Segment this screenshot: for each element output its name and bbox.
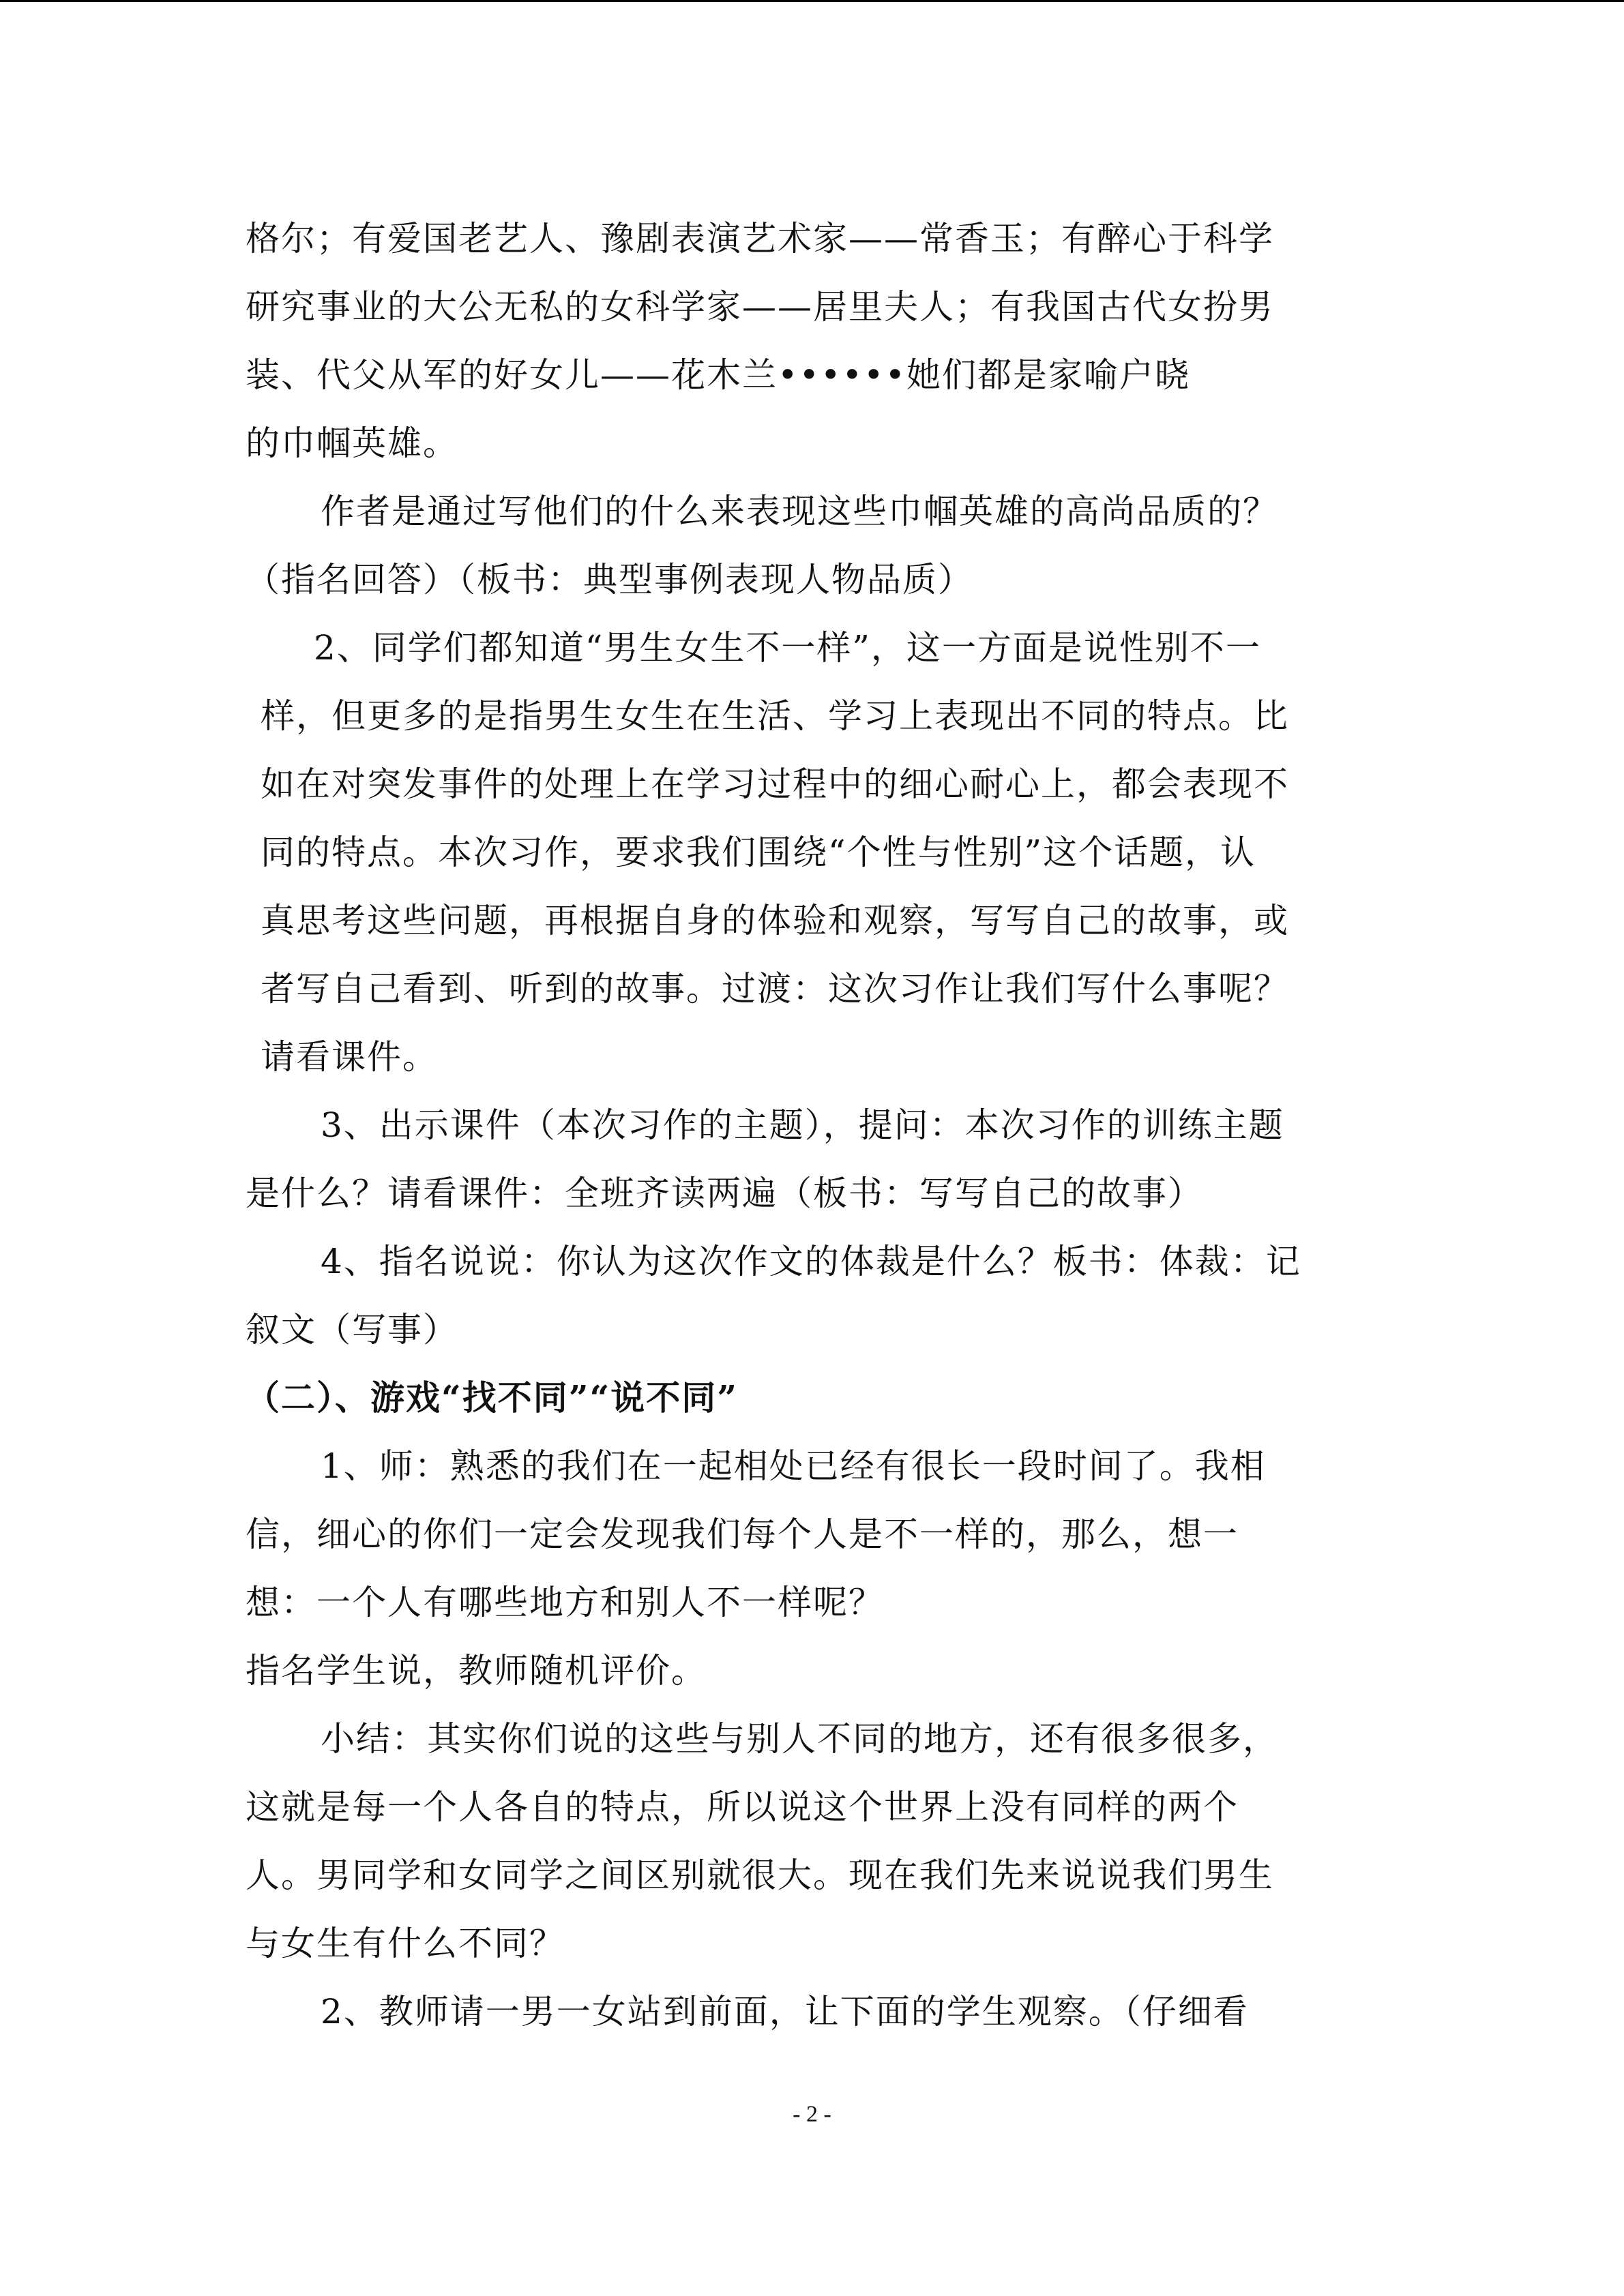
text-line: 请看课件。 (261, 1037, 438, 1077)
text-line: 4、指名说说：你认为这次作文的体裁是什么？板书：体裁：记 (321, 1242, 1301, 1281)
text-line: 3、出示课件（本次习作的主题），提问：本次习作的训练主题 (321, 1105, 1284, 1145)
text-line: 想：一个人有哪些地方和别人不一样呢？ (246, 1583, 884, 1622)
text-line: 指名学生说，教师随机评价。 (246, 1651, 707, 1690)
text-line: 作者是通过写他们的什么来表现这些巾帼英雄的高尚品质的？ (321, 492, 1278, 531)
text-line: 叙文（写事） (246, 1310, 458, 1350)
top-border-line (0, 0, 1624, 2)
text-line: 者写自己看到、听到的故事。过渡：这次习作让我们写什么事呢？ (261, 969, 1289, 1009)
page-body (246, 205, 1378, 2046)
text-line: 人。男同学和女同学之间区别就很大。现在我们先来说说我们男生 (246, 1855, 1274, 1895)
page-number: - 2 - (793, 2102, 831, 2127)
section-heading: （二）、游戏“找不同”“说不同” (246, 1377, 739, 1418)
text-line: 小结：其实你们说的这些与别人不同的地方，还有很多很多， (321, 1719, 1278, 1759)
text-line: 1、师：熟悉的我们在一起相处已经有很长一段时间了。我相 (321, 1446, 1266, 1486)
text-line: 装、代父从军的好女儿——花木兰••••••她们都是家喻户晓 (246, 355, 1190, 395)
text-line: （指名回答）（板书：典型事例表现人物品质） (246, 560, 973, 599)
text-line: 研究事业的大公无私的女科学家——居里夫人；有我国古代女扮男 (246, 287, 1274, 327)
text-line: 真思考这些问题，再根据自身的体验和观察，写写自己的故事，或 (261, 901, 1289, 940)
text-line: 如在对突发事件的处理上在学习过程中的细心耐心上，都会表现不 (261, 764, 1289, 804)
text-line: 样，但更多的是指男生女生在生活、学习上表现出不同的特点。比 (261, 696, 1289, 736)
text-line: 的巾帼英雄。 (246, 423, 458, 463)
text-line: 是什么？请看课件：全班齐读两遍（板书：写写自己的故事） (246, 1174, 1203, 1213)
text-line: 同的特点。本次习作，要求我们围绕“个性与性别”这个话题，认 (261, 833, 1256, 872)
text-line: 这就是每一个人各自的特点，所以说这个世界上没有同样的两个 (246, 1787, 1239, 1827)
text-line: 信，细心的你们一定会发现我们每个人是不一样的，那么，想一 (246, 1515, 1239, 1554)
text-line: 与女生有什么不同？ (246, 1924, 565, 1963)
text-line: 格尔；有爱国老艺人、豫剧表演艺术家——常香玉；有醉心于科学 (246, 219, 1274, 258)
text-line: 2、同学们都知道“男生女生不一样”，这一方面是说性别不一 (314, 628, 1261, 668)
text-line: 2、教师请一男一女站到前面，让下面的学生观察。（仔细看 (321, 1992, 1249, 2031)
